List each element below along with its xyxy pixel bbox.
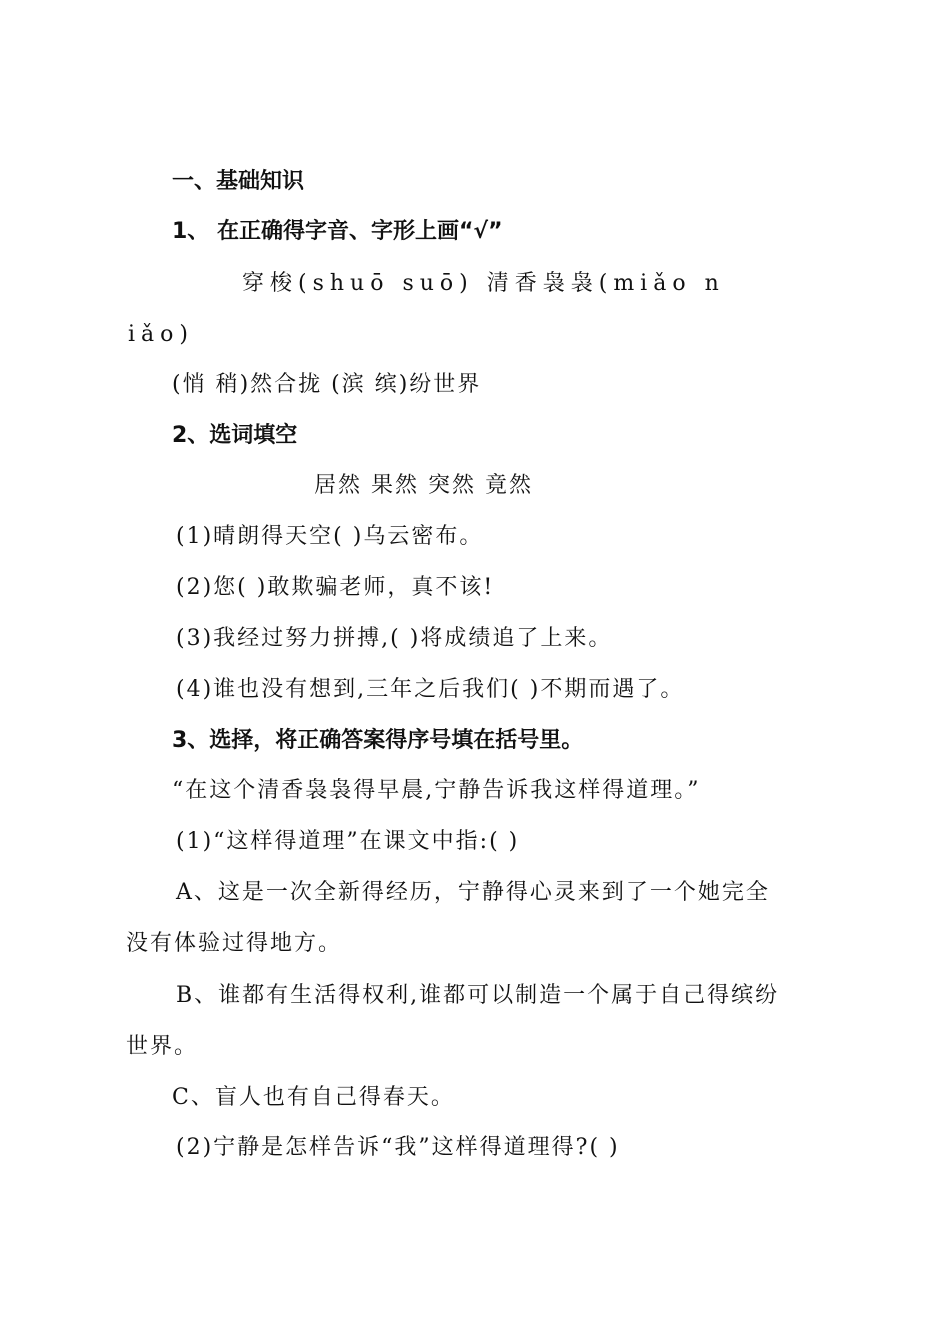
sub-question-1: (1)“这样得道理”在课文中指:( ) (176, 829, 520, 854)
word-options: 居然 果然 突然 竟然 (314, 473, 533, 498)
fill-item-2: (2)您( )敢欺骗老师，真不该! (176, 575, 495, 600)
fill-item-1: (1)晴朗得天空( )乌云密布。 (176, 524, 484, 549)
option-a-line-1: A、这是一次全新得经历，宁静得心灵来到了一个她完全 (176, 880, 770, 905)
sub-question-2: (2)宁静是怎样告诉“我”这样得道理得?( ) (176, 1135, 620, 1160)
question-1-title: 1、 在正确得字音、字形上画“√” (172, 219, 503, 244)
question-3-title: 3、选择，将正确答案得序号填在括号里。 (172, 728, 584, 753)
option-b-line-2: 世界。 (126, 1034, 199, 1059)
question-1-row-1: 穿梭(shuō suō) 清香袅袅(miǎo n (242, 271, 725, 296)
question-2-title: 2、选词填空 (172, 423, 298, 448)
option-a-line-2: 没有体验过得地方。 (126, 931, 343, 956)
fill-item-3: (3)我经过努力拼搏,( )将成绩追了上来。 (176, 626, 613, 651)
question-1-row-2: (悄 稍)然合拢 (滨 缤)纷世界 (172, 372, 482, 397)
question-1-row-1-continued: iǎo) (128, 322, 194, 347)
option-b-line-1: B、谁都有生活得权利,谁都可以制造一个属于自己得缤纷 (176, 983, 780, 1008)
passage-quote: “在这个清香袅袅得早晨,宁静告诉我这样得道理。” (172, 778, 701, 803)
fill-item-4: (4)谁也没有想到,三年之后我们( )不期而遇了。 (176, 677, 685, 702)
section-title: 一、基础知识 (172, 169, 305, 194)
option-c: C、盲人也有自己得春天。 (172, 1085, 455, 1110)
